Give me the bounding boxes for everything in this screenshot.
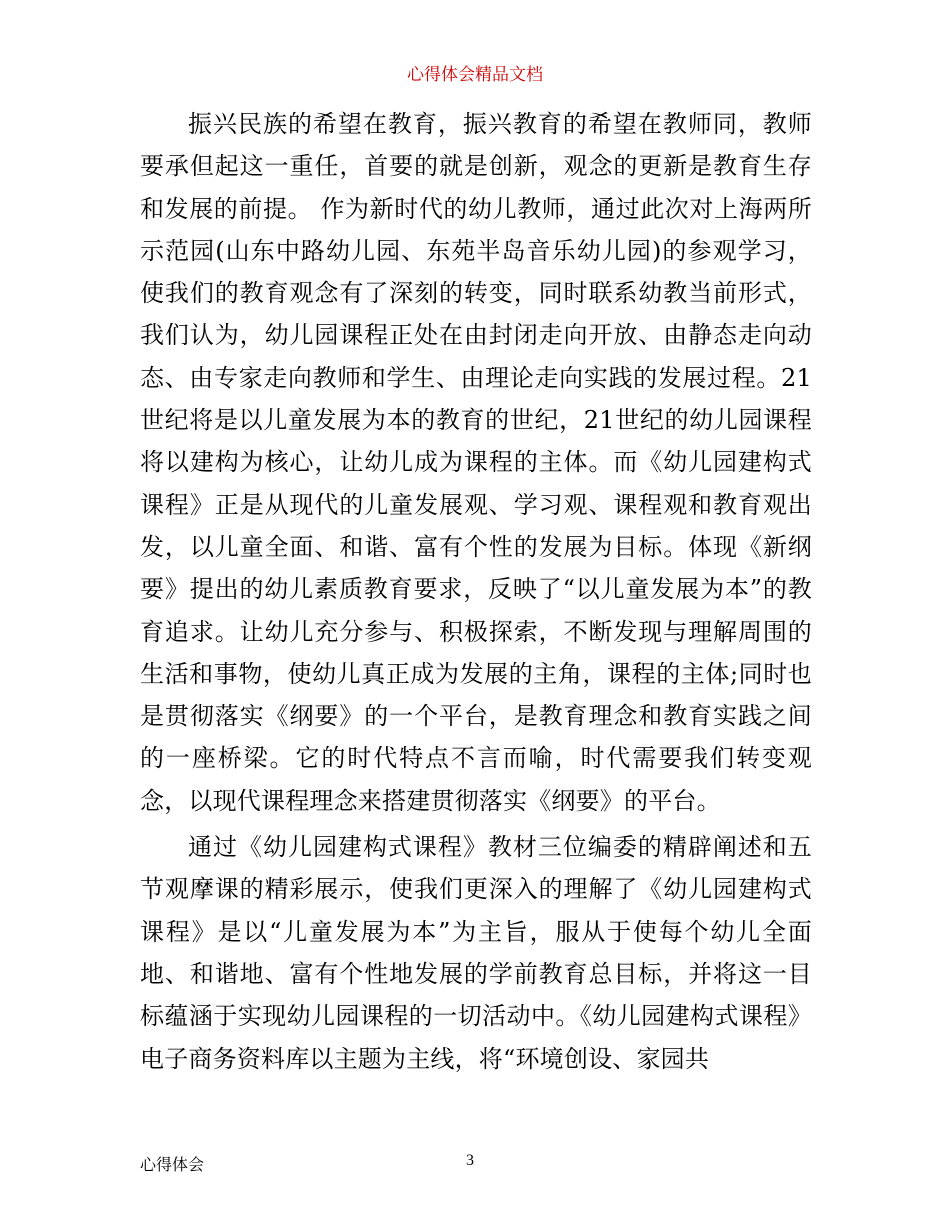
document-body — [140, 103, 812, 1080]
page-number: 3 — [466, 1152, 474, 1169]
body-paragraph: 振兴民族的希望在教育，振兴教育的希望在教师同，教师要承但起这一重任，首要的就是创新，观念的更新是教育生存和发展的前提。 作为新时代的幼儿教师，通过此次对上海两所示范园(山东中路幼儿园、东苑半岛音乐幼儿园)的参观学习，使我们的教育观念有了深刻的转变，同时联系幼教当前形式，我们认为，幼儿园课程正处在由封闭走向开放、由静态走向动态、由专家走向教师和学生、由理论走向实践的发展过程。21世纪将是以儿童发展为本的教育的世纪，21世纪的幼儿园课程将以建构为核心，让幼儿成为课程的主体。而《幼儿园建构式课程》正是从现代的儿童发展观、学习观、课程观和教育观出发，以儿童全面、和谐、富有个性的发展为目标。体现《新纲要》提出的幼儿素质教育要求，反映了“以儿童发展为本”的教育追求。让幼儿充分参与、积极探索，不断发现与理解周围的生活和事物，使幼儿真正成为发展的主角，课程的主体;同时也是贯彻落实《纲要》的一个平台，是教育理念和教育实践之间的一座桥梁。它的时代特点不言而喻，时代需要我们转变观念，以现代课程理念来搭建贯彻落实《纲要》的平台。 — [140, 110, 812, 815]
body-paragraph: 通过《幼儿园建构式课程》教材三位编委的精辟阐述和五节观摩课的精彩展示，使我们更深入的理解了《幼儿园建构式课程》是以“儿童发展为本”为主旨，服从于使每个幼儿全面地、和谐地、富有个性地发展的学前教育总目标，并将这一目标蕴涵于实现幼儿园课程的一切活动中。《幼儿园建构式课程》电子商务资料库以主题为主线，将“环境创设、家园共 — [140, 833, 812, 1073]
footer-label: 心得体会 — [140, 1155, 205, 1174]
page-header-title: 心得体会精品文档 — [407, 65, 543, 85]
